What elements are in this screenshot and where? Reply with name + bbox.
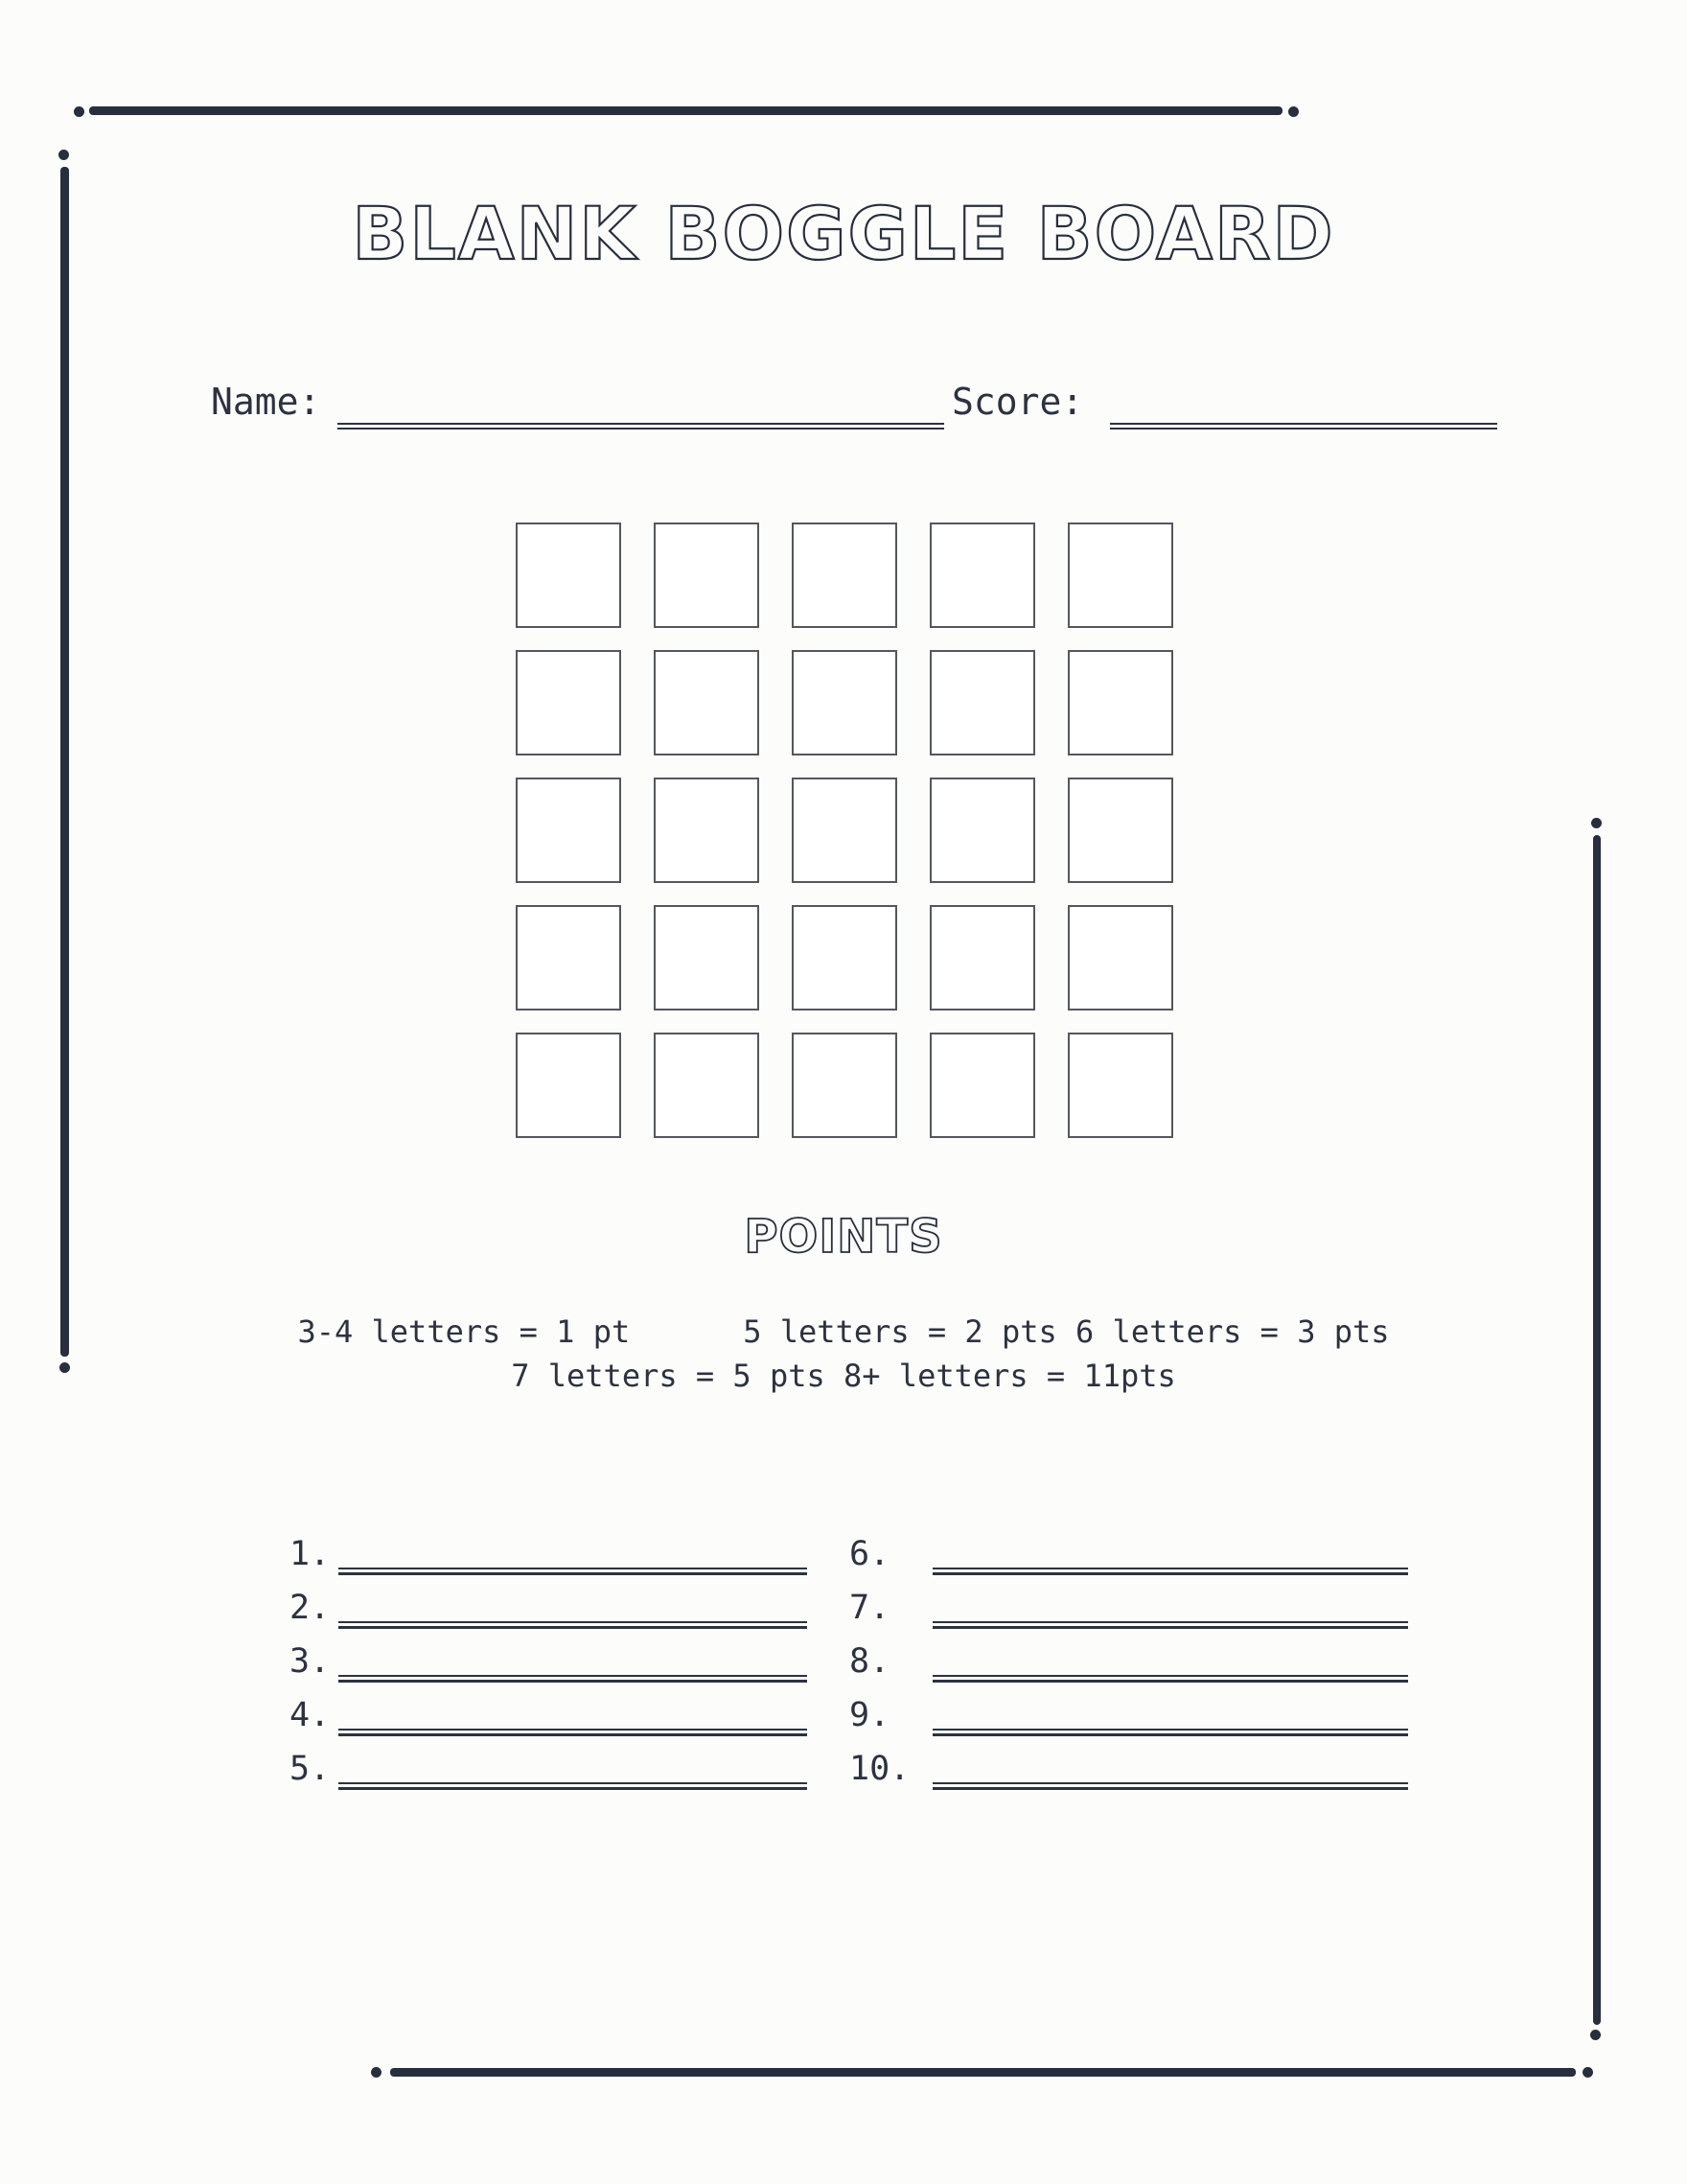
points-rules-line1 xyxy=(0,1313,1687,1350)
boggle-cell[interactable] xyxy=(516,650,621,755)
name-input-line[interactable] xyxy=(337,423,944,430)
boggle-cell[interactable] xyxy=(792,523,897,628)
points-rules-line2 xyxy=(0,1358,1687,1394)
boggle-cell[interactable] xyxy=(930,523,1035,628)
page-title xyxy=(0,190,1687,278)
points-heading xyxy=(0,1204,1687,1266)
top-border-line xyxy=(89,106,1283,115)
answer-number: 4. xyxy=(289,1696,331,1734)
answer-line[interactable] xyxy=(338,1675,807,1683)
points-rule-1pt: 3-4 letters = 1 pt xyxy=(297,1313,631,1350)
answer-row xyxy=(849,1590,1424,1636)
boggle-cell[interactable] xyxy=(1068,778,1173,883)
boggle-cell[interactable] xyxy=(1068,905,1173,1011)
answer-number: 7. xyxy=(849,1589,890,1627)
answer-number: 10. xyxy=(849,1750,911,1788)
boggle-board-grid xyxy=(516,523,1173,1138)
right-border-top-dot xyxy=(1591,818,1602,828)
answer-line[interactable] xyxy=(933,1675,1408,1683)
boggle-cell[interactable] xyxy=(516,1033,621,1138)
answer-row xyxy=(289,1697,826,1743)
answer-number: 8. xyxy=(849,1642,890,1681)
answer-number: 2. xyxy=(289,1589,331,1627)
answer-row xyxy=(289,1643,826,1689)
top-border-right-dot xyxy=(1288,106,1299,117)
answer-row xyxy=(849,1536,1424,1582)
boggle-cell[interactable] xyxy=(930,778,1035,883)
boggle-cell[interactable] xyxy=(516,778,621,883)
answer-number: 9. xyxy=(849,1696,890,1734)
score-label: Score: xyxy=(952,381,1084,423)
answer-row xyxy=(849,1751,1424,1797)
boggle-cell[interactable] xyxy=(654,905,759,1011)
boggle-cell[interactable] xyxy=(1068,523,1173,628)
boggle-cell[interactable] xyxy=(654,1033,759,1138)
boggle-cell[interactable] xyxy=(654,778,759,883)
boggle-cell[interactable] xyxy=(930,650,1035,755)
bottom-border-right-dot xyxy=(1583,2067,1593,2078)
score-input-line[interactable] xyxy=(1110,423,1497,430)
right-border-line xyxy=(1593,835,1601,2025)
answer-row xyxy=(849,1643,1424,1689)
top-border-left-dot xyxy=(74,106,84,117)
boggle-cell[interactable] xyxy=(1068,650,1173,755)
answer-number: 3. xyxy=(289,1642,331,1681)
left-border-top-dot xyxy=(58,150,69,160)
left-border-line xyxy=(60,167,69,1357)
boggle-cell[interactable] xyxy=(654,650,759,755)
name-label: Name: xyxy=(211,381,321,423)
boggle-cell[interactable] xyxy=(654,523,759,628)
answer-number: 5. xyxy=(289,1750,331,1788)
boggle-cell[interactable] xyxy=(516,905,621,1011)
bottom-border-left-dot xyxy=(371,2067,381,2078)
boggle-cell[interactable] xyxy=(516,523,621,628)
answer-number: 6. xyxy=(849,1535,890,1573)
right-border-bottom-dot xyxy=(1590,2030,1601,2040)
answer-line[interactable] xyxy=(338,1782,807,1790)
answer-line[interactable] xyxy=(933,1568,1408,1575)
answer-row xyxy=(289,1751,826,1797)
points-rule-5pts-11pts: 7 letters = 5 pts 8+ letters = 11pts xyxy=(511,1358,1176,1394)
answer-row xyxy=(289,1536,826,1582)
answer-row xyxy=(289,1590,826,1636)
boggle-cell[interactable] xyxy=(1068,1033,1173,1138)
boggle-cell[interactable] xyxy=(930,905,1035,1011)
bottom-border-line xyxy=(390,2068,1576,2077)
answer-line[interactable] xyxy=(338,1621,807,1629)
answer-number: 1. xyxy=(289,1535,331,1573)
answer-line[interactable] xyxy=(933,1782,1408,1790)
svg-text:POINTS: POINTS xyxy=(744,1210,943,1264)
svg-text:BLANK BOGGLE BOARD: BLANK BOGGLE BOARD xyxy=(352,191,1335,276)
boggle-cell[interactable] xyxy=(930,1033,1035,1138)
boggle-cell[interactable] xyxy=(792,905,897,1011)
points-rule-2pts-3pts: 5 letters = 2 pts 6 letters = 3 pts xyxy=(743,1313,1390,1350)
answer-line[interactable] xyxy=(933,1621,1408,1629)
boggle-cell[interactable] xyxy=(792,1033,897,1138)
boggle-cell[interactable] xyxy=(792,778,897,883)
answer-line[interactable] xyxy=(338,1568,807,1575)
answer-line[interactable] xyxy=(338,1729,807,1736)
boggle-cell[interactable] xyxy=(792,650,897,755)
answer-row xyxy=(849,1697,1424,1743)
answer-line[interactable] xyxy=(933,1729,1408,1736)
